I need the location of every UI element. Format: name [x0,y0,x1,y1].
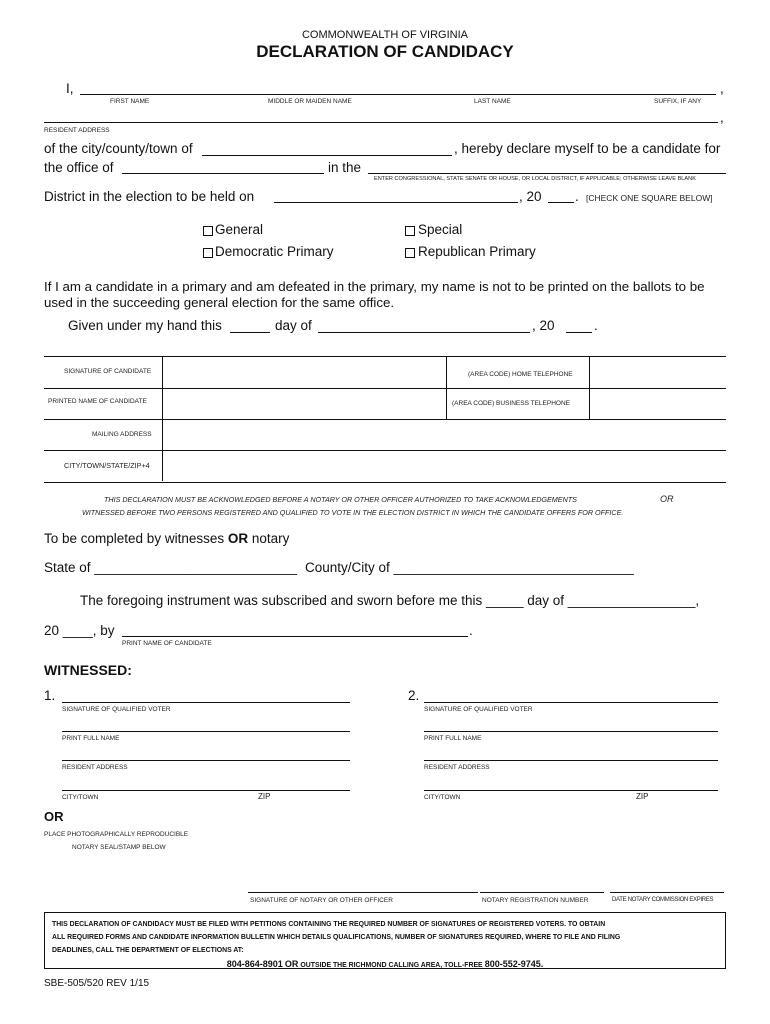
democratic-primary-checkbox[interactable] [203,248,213,258]
witness1-address-label: RESIDENT ADDRESS [62,764,128,771]
witness2-city-label: CITY/TOWN [424,794,461,801]
witness1-city-label: CITY/TOWN [62,794,99,801]
witnessed-title: WITNESSED: [44,662,132,678]
city-state-zip-label: CITY/TOWN/STATE/ZIP+4 [64,461,150,470]
state-header: COMMONWEALTH OF VIRGINIA [301,29,469,41]
home-phone-label: (AREA CODE) HOME TELEPHONE [468,371,573,378]
instructions-phones: 804-864-8901 OR OUTSIDE THE RICHMOND CALLING AREA, TOLL-FREE 800-552-9745. [226,959,544,969]
given-year-prefix: , 20 [532,318,555,333]
notary-signature-label: SIGNATURE OF NOTARY OR OTHER OFFICER [250,897,393,904]
state-of-field[interactable]: State of ___________________________ [44,560,297,575]
witness1-name-label: PRINT FULL NAME [62,735,120,742]
witness2-name-field[interactable] [424,731,718,732]
city-county-text: of the city/county/town of [44,141,193,156]
given-year-field[interactable] [566,332,592,333]
general-label: General [215,222,264,237]
middle-name-label: MIDDLE OR MAIDEN NAME [268,98,352,105]
sworn-period: . [469,623,473,638]
election-date-text: District in the election to be held on [44,189,255,204]
primary-text-line1: If I am a candidate in a primary and am defeated in the primary, my name is not to be printed on the ballots to be [44,279,705,294]
witness2-signature-label: SIGNATURE OF QUALIFIED VOTER [424,706,533,713]
first-name-label: FIRST NAME [110,98,150,105]
primary-text-line2: used in the succeeding general election for the same office. [44,295,395,310]
district-field[interactable] [368,173,726,174]
special-checkbox[interactable] [405,226,415,236]
print-name-candidate-label: PRINT NAME OF CANDIDATE [122,640,212,647]
address-comma: , [720,110,724,125]
instructions-line1: THIS DECLARATION OF CANDIDACY MUST BE FILED WITH PETITIONS CONTAINING THE REQUIRED NUMBER OF SIGNATURES OF REGISTERED VOTERS. TO OBTAIN [52,921,606,928]
mailing-address-label: MAILING ADDRESS [92,431,152,438]
phone-local: 804-864-8901 [226,959,283,969]
witness2-address-label: RESIDENT ADDRESS [424,764,490,771]
notary-expiration-field[interactable] [610,892,724,893]
ack-line1: THIS DECLARATION MUST BE ACKNOWLEDGED BEFORE A NOTARY OR OTHER OFFICER AUTHORIZED TO TAKE ACKNOWLEDGEMENTS [104,495,577,504]
notary-expiration-label: DATE NOTARY COMMISSION EXPIRES [612,897,714,903]
completed-by-text: To be completed by witnesses OR notary [44,531,290,546]
election-period: . [575,189,579,204]
mailing-address-field[interactable] [163,420,725,450]
sworn-year-text: 20 ____, by [44,623,115,638]
in-the-text: in the [328,160,362,175]
notary-or: OR [44,809,64,824]
signature-field[interactable] [163,357,445,388]
seal-note-line1: PLACE PHOTOGRAPHICALLY REPRODUCIBLE [44,831,189,838]
last-name-label: LAST NAME [474,98,511,105]
check-one-note: [CHECK ONE SQUARE BELOW] [586,193,713,203]
witness1-zip-label: ZIP [258,792,271,801]
republican-primary-checkbox[interactable] [405,248,415,258]
business-phone-label: (AREA CODE) BUSINESS TELEPHONE [452,400,570,407]
form-title: DECLARATION OF CANDIDACY [256,42,514,61]
district-note: ENTER CONGRESSIONAL, STATE SENATE OR HOUSE, OR LOCAL DISTRICT, IF APPLICABLE; OTHERWISE LEAVE BLANK [374,176,696,182]
witness1-signature-label: SIGNATURE OF QUALIFIED VOTER [62,706,171,713]
notary-signature-field[interactable] [248,892,478,893]
witness1-signature-field[interactable] [62,702,350,703]
witness1-city-field[interactable] [62,790,350,791]
name-prefix: I, [66,81,74,96]
given-period: . [594,318,598,333]
election-year-prefix: , 20 [519,189,542,204]
suffix-label: SUFFIX, IF ANY [654,98,702,105]
city-state-zip-field[interactable] [163,451,725,481]
special-label: Special [418,222,463,237]
phone-toll-free: 800-552-9745. [484,959,544,969]
witness2-number: 2. [408,688,420,703]
witness1-number: 1. [44,688,56,703]
printed-name-label: PRINTED NAME OF CANDIDATE [48,398,147,405]
democratic-primary-label: Democratic Primary [215,244,334,259]
given-day-field[interactable] [230,332,270,333]
republican-primary-label: Republican Primary [418,244,536,259]
ack-or: OR [660,494,674,504]
candidate-info-table [44,356,726,483]
instructions-line3: DEADLINES, CALL THE DEPARTMENT OF ELECTIONS AT: [52,947,244,954]
witness2-name-label: PRINT FULL NAME [424,735,482,742]
witness2-address-field[interactable] [424,760,718,761]
county-city-field[interactable]: County/City of ________________________________ [305,560,634,575]
election-year-field[interactable] [548,202,574,203]
ack-line2: WITNESSED BEFORE TWO PERSONS REGISTERED AND QUALIFIED TO VOTE IN THE ELECTION DISTRICT IN WHICH THE CANDIDATE OFFERS FOR OFFICE. [82,508,624,517]
witness2-zip-label: ZIP [636,792,649,801]
city-county-field[interactable] [202,155,452,156]
signature-label: SIGNATURE OF CANDIDATE [64,368,152,375]
witness1-address-field[interactable] [62,760,350,761]
form-number: SBE-505/520 REV 1/15 [44,978,150,989]
sworn-candidate-field[interactable] [122,636,468,637]
seal-note-line2: NOTARY SEAL/STAMP BELOW [72,844,166,851]
general-checkbox[interactable] [203,226,213,236]
name-field[interactable] [80,94,716,95]
office-text: the office of [44,160,114,175]
given-text: Given under my hand this [68,318,222,333]
filing-instructions-box [44,912,726,969]
notary-registration-label: NOTARY REGISTRATION NUMBER [482,897,589,904]
witness2-city-field[interactable] [424,790,718,791]
given-day-of: day of [275,318,312,333]
election-date-field[interactable] [274,202,518,203]
instructions-line2: ALL REQUIRED FORMS AND CANDIDATE INFORMATION BULLETIN WHICH DETAILS QUALIFICATIONS, NUMBER OF SIGNATURES REQUIRED, WHERE TO FILE AND FILING [52,934,621,941]
declare-text: , hereby declare myself to be a candidate for [454,141,721,156]
notary-registration-field[interactable] [480,892,604,893]
foregoing-text[interactable]: The foregoing instrument was subscribed and sworn before me this _____ day of _________________, [80,593,700,608]
resident-address-label: RESIDENT ADDRESS [44,127,110,134]
witness1-name-field[interactable] [62,731,350,732]
witness2-signature-field[interactable] [424,702,718,703]
printed-name-field[interactable] [163,389,445,419]
office-field[interactable] [122,173,324,174]
resident-address-field[interactable] [44,122,718,123]
given-month-field[interactable] [318,332,530,333]
name-comma: , [720,81,724,96]
